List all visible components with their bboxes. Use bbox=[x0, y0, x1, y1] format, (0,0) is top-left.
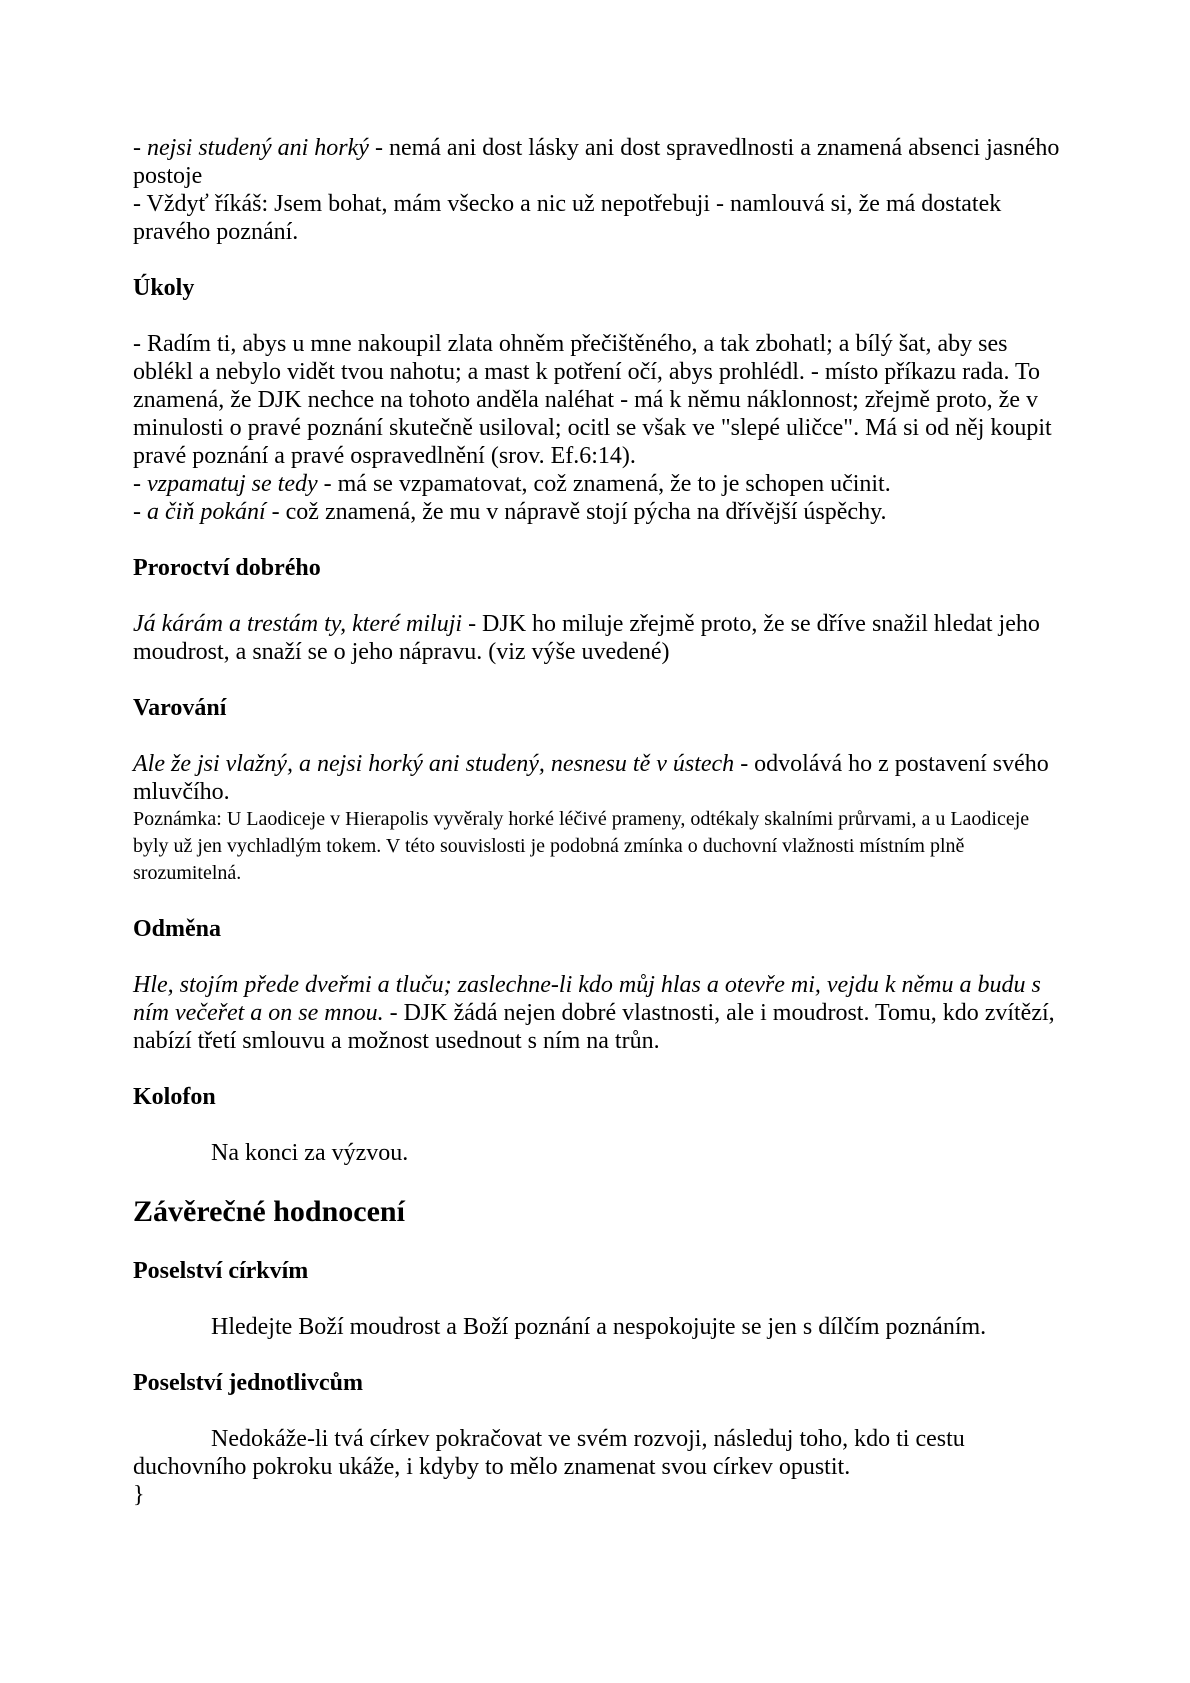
paragraph-varovani bbox=[133, 750, 1064, 806]
text-run: - nemá ani dost lásky ani dost spravedlnosti a znamená absenci jasného postoje bbox=[133, 135, 1060, 189]
text-run: - bbox=[133, 135, 147, 161]
text-run: - má se vzpamatovat, což znamená, že to je schopen učinit. bbox=[317, 471, 891, 497]
text-run: - DJK žádá nejen dobré vlastnosti, ale i moudrost. Tomu, kdo zvítězí, nabízí třetí smlouvu a možnost usednout s ním na trůn. bbox=[133, 1000, 1055, 1054]
paragraph-note-laodicea: Poznámka: U Laodiceje v Hierapolis vyvěraly horké léčivé prameny, odtékaly skalními průrvami, a u Laodiceje byly už jen vychladlým tokem. V této souvislosti je podobná zmínka o duchovní vlažnosti místním plně srozumitelná. bbox=[133, 808, 1030, 884]
heading-zaverecne-hodnoceni: Závěrečné hodnocení bbox=[133, 1195, 405, 1228]
heading-proroctvi-dobreho: Proroctví dobrého bbox=[133, 555, 321, 581]
text-run: - bbox=[133, 471, 147, 497]
paragraph-poselstvi-cirkvim: Hledejte Boží moudrost a Boží poznání a nespokojujte se jen s dílčím poznáním. bbox=[211, 1314, 987, 1340]
paragraph-poselstvi-jednotlivcum: Nedokáže-li tvá církev pokračovat ve svém rozvoji, následuj toho, kdo ti cestu duchovního pokroku ukáže, i kdyby to mělo znamenat svou církev opustit. bbox=[133, 1426, 965, 1480]
text-run: - Radím ti, abys u mne nakoupil zlata ohněm přečištěného, a tak zbohatl; a bílý šat, aby ses oblékl a nebylo vidět tvou nahotu; a mast k potření očí, abys prohlédl. - místo příkazu rada. To znamená, že DJK nechce na tohoto anděla naléhat - má k němu náklonnost; zřejmě proto, že v minulosti o pravé poznání skutečně usiloval; ocitl se však ve "slepé uličce". Má si od něj koupit pravé poznání a pravé ospravedlnění (srov. Ef.6:14). bbox=[133, 331, 1052, 469]
paragraph-odmena bbox=[133, 971, 1064, 1055]
closing-brace: } bbox=[133, 1482, 145, 1508]
italic-quote-run: vzpamatuj se tedy bbox=[147, 471, 318, 497]
paragraph-intro bbox=[133, 134, 1064, 246]
paragraph-proroctvi bbox=[133, 610, 1064, 666]
heading-kolofon: Kolofon bbox=[133, 1084, 216, 1110]
heading-ukoly: Úkoly bbox=[133, 275, 195, 301]
heading-odmena: Odměna bbox=[133, 916, 222, 942]
paragraph-ukoly bbox=[133, 330, 1064, 526]
paragraph-kolofon: Na konci za výzvou. bbox=[211, 1140, 409, 1166]
heading-poselstvi-cirkvim: Poselství církvím bbox=[133, 1258, 309, 1284]
text-run: - odvolává ho z postavení svého mluvčího. bbox=[133, 751, 1049, 805]
heading-varovani: Varování bbox=[133, 695, 227, 721]
text-run: - bbox=[133, 499, 147, 525]
text-run: - DJK ho miluje zřejmě proto, že se dříve snažil hledat jeho moudrost, a snaží se o jeho nápravu. (viz výše uvedené) bbox=[133, 611, 1040, 665]
text-run: - což znamená, že mu v nápravě stojí pýcha na dřívější úspěchy. bbox=[265, 499, 887, 525]
italic-quote-run: a čiň pokání bbox=[147, 499, 266, 525]
italic-quote-run: Hle, stojím přede dveřmi a tluču; zaslechne-li kdo můj hlas a otevře mi, vejdu k němu a budu s ním večeřet a on se mnou. bbox=[133, 972, 1041, 1026]
italic-quote-run: Já kárám a trestám ty, které miluji bbox=[133, 611, 463, 637]
italic-quote-run: nejsi studený ani horký bbox=[147, 135, 369, 161]
heading-poselstvi-jednotlivcum: Poselství jednotlivcům bbox=[133, 1370, 363, 1396]
text-run: - Vždyť říkáš: Jsem bohat, mám všecko a nic už nepotřebuji - namlouvá si, že má dostatek pravého poznání. bbox=[133, 191, 1002, 245]
italic-quote-run: Ale že jsi vlažný, a nejsi horký ani studený, nesnesu tě v ústech bbox=[133, 751, 735, 777]
